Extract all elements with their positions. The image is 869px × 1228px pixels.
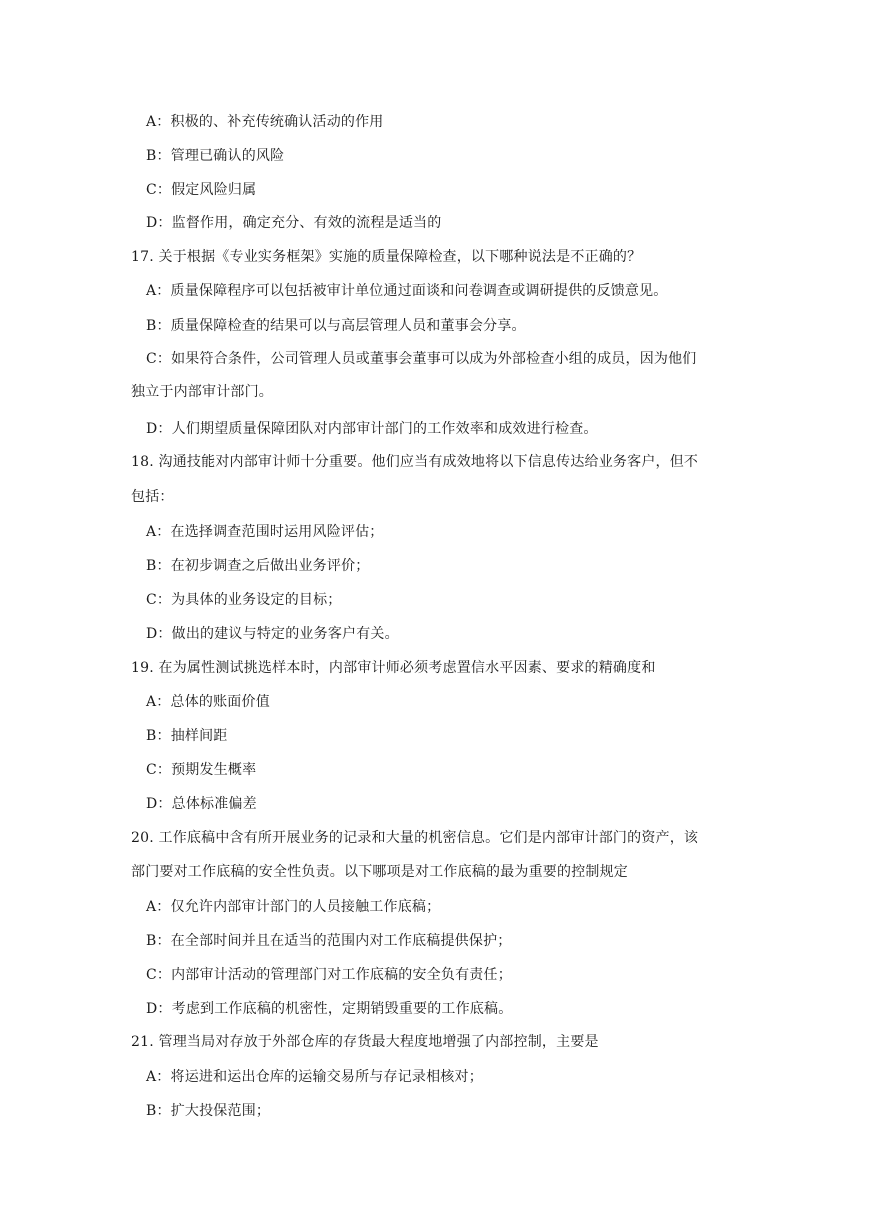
- option-a-q21: A：将运进和运出仓库的运输交易所与存记录相核对；: [146, 1069, 483, 1085]
- option-d-q18: D：做出的建议与特定的业务客户有关。: [146, 626, 399, 642]
- option-b-q21: B：扩大投保范围；: [146, 1103, 271, 1119]
- question-20: 20. 工作底稿中含有所开展业务的记录和大量的机密信息。它们是内部审计部门的资产，该: [131, 830, 699, 846]
- option-a-q19: A：总体的账面价值: [146, 694, 270, 710]
- question-19: 19. 在为属性测试挑选样本时，内部审计师必须考虑置信水平因素、要求的精确度和: [131, 660, 656, 676]
- option-b-q16: B：管理已确认的风险: [146, 148, 285, 164]
- option-b-q20: B：在全部时间并且在适当的范围内对工作底稿提供保护；: [146, 933, 512, 949]
- option-b-q19: B：抽样间距: [146, 728, 228, 744]
- question-21: 21. 管理当局对存放于外部仓库的存货最大程度地增强了内部控制，主要是: [131, 1034, 599, 1050]
- option-a-q18: A：在选择调查范围时运用风险评估；: [146, 524, 384, 540]
- option-c-q19: C：预期发生概率: [146, 762, 257, 778]
- option-c-q16: C：假定风险归属: [146, 182, 257, 198]
- option-b-q18: B：在初步调查之后做出业务评价；: [146, 558, 370, 574]
- option-c-q18: C：为具体的业务设定的目标；: [146, 592, 342, 608]
- option-c-q17-continued: 独立于内部审计部门。: [131, 384, 273, 400]
- option-b-q17: B：质量保障检查的结果可以与高层管理人员和董事会分享。: [146, 318, 526, 334]
- option-d-q19: D：总体标准偏差: [146, 796, 257, 812]
- option-d-q20: D：考虑到工作底稿的机密性，定期销毁重要的工作底稿。: [146, 1001, 513, 1017]
- question-18: 18. 沟通技能对内部审计师十分重要。他们应当有成效地将以下信息传达给业务客户，但不: [131, 454, 699, 470]
- option-c-q20: C：内部审计活动的管理部门对工作底稿的安全负有责任；: [146, 967, 512, 983]
- question-20-continued: 部门要对工作底稿的安全性负责。以下哪项是对工作底稿的最为重要的控制规定: [131, 864, 628, 880]
- option-c-q17: C：如果符合条件，公司管理人员或董事会董事可以成为外部检查小组的成员，因为他们: [146, 351, 697, 367]
- option-d-q16: D：监督作用，确定充分、有效的流程是适当的: [146, 215, 442, 231]
- option-a-q20: A：仅允许内部审计部门的人员接触工作底稿；: [146, 899, 441, 915]
- option-a-q17: A：质量保障程序可以包括被审计单位通过面谈和问卷调查或调研提供的反馈意见。: [146, 283, 668, 299]
- option-a-q16: A：积极的、补充传统确认活动的作用: [146, 114, 384, 130]
- question-18-continued: 包括：: [131, 489, 174, 505]
- question-17: 17. 关于根据《专业实务框架》实施的质量保障检查，以下哪种说法是不正确的？: [131, 249, 642, 265]
- option-d-q17: D：人们期望质量保障团队对内部审计部门的工作效率和成效进行检查。: [146, 421, 598, 437]
